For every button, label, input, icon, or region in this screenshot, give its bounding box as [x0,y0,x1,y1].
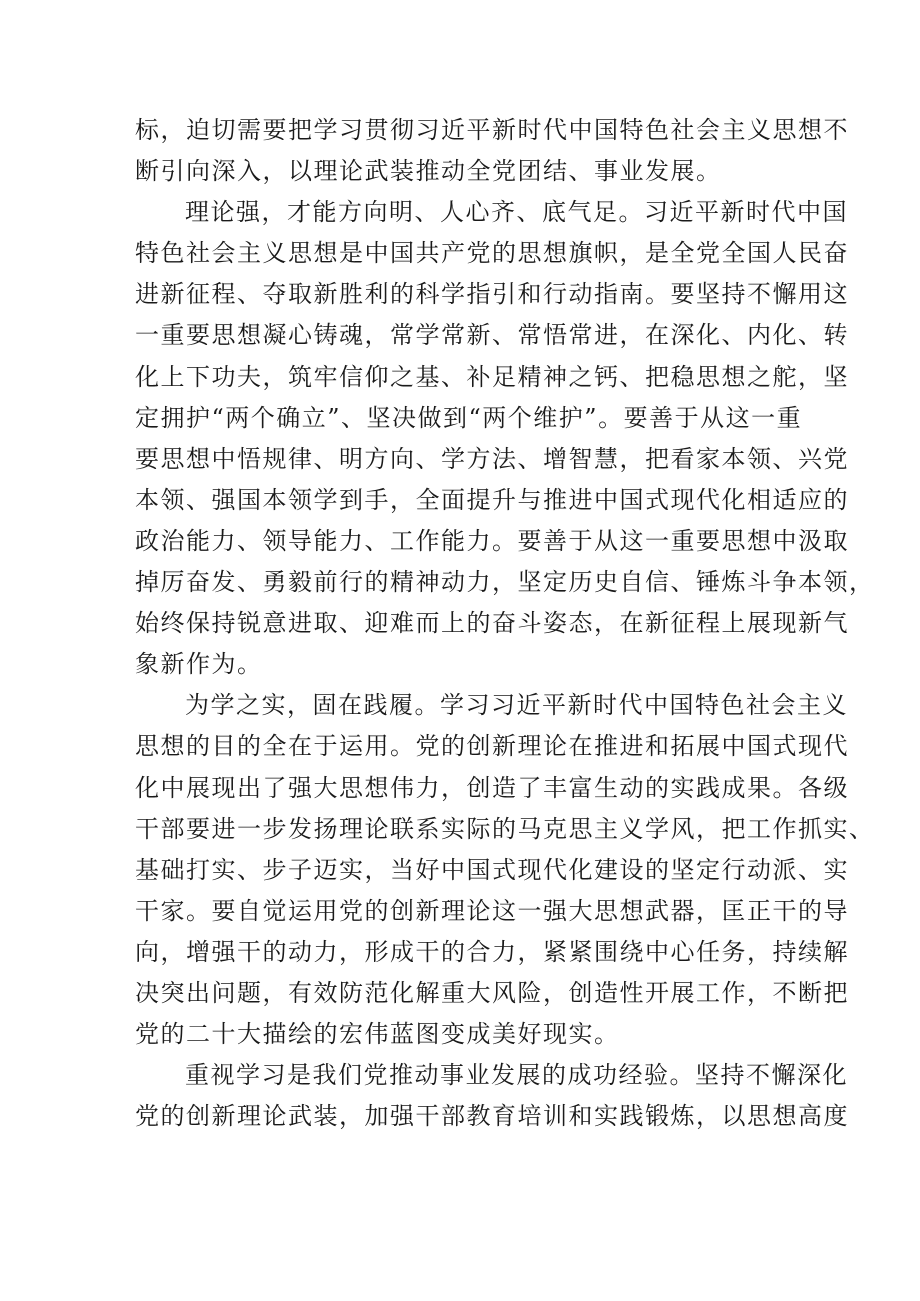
text-line: 决突出问题，有效防范化解重大风险，创造性开展工作，不断把 [135,978,849,1007]
paragraph-practice [135,685,875,1055]
text-line: 掉厉奋发、勇毅前行的精神动力，坚定历史自信、锤炼斗争本领， [135,568,875,597]
text-line: 党的二十大描绘的宏伟蓝图变成美好现实。 [135,1020,620,1049]
text-line: 政治能力、领导能力、工作能力。要善于从这一重要思想中汲取 [135,526,849,555]
text-line: 思想的目的全在于运用。党的创新理论在推进和拓展中国式现代 [135,732,849,761]
document-body [135,110,875,1137]
paragraph-study-experience [135,1055,849,1137]
text-line: 定拥护“两个确立”、坚决做到“两个维护”。要善于从这一重 [135,403,803,432]
text-line: 理论强，才能方向明、人心齐、底气足。习近平新时代中国 [185,198,848,227]
paragraph-continuation [135,110,849,192]
text-line: 干家。要自觉运用党的创新理论这一强大思想武器，匡正干的导 [135,896,849,925]
text-line: 一重要思想凝心铸魂，常学常新、常悟常进，在深化、内化、转 [135,321,849,350]
text-line: 向，增强干的动力，形成干的合力，紧紧围绕中心任务，持续解 [135,937,849,966]
text-line: 象新作为。 [135,650,263,679]
text-line: 本领、强国本领学到手，全面提升与推进中国式现代化相适应的 [135,485,849,514]
text-line: 干部要进一步发扬理论联系实际的马克思主义学风，把工作抓实、 [135,814,875,843]
text-line: 标，迫切需要把学习贯彻习近平新时代中国特色社会主义思想不 [135,116,849,144]
paragraph-theory-strength [135,192,875,685]
text-line: 为学之实，固在践履。学习习近平新时代中国特色社会主义 [185,691,848,720]
text-line: 化中展现出了强大思想伟力，创造了丰富生动的实践成果。各级 [135,773,849,802]
text-line: 基础打实、步子迈实，当好中国式现代化建设的坚定行动派、实 [135,855,849,884]
text-line: 断引向深入，以理论武装推动全党团结、事业发展。 [135,157,722,186]
text-line: 特色社会主义思想是中国共产党的思想旗帜，是全党全国人民奋 [135,239,849,268]
text-line: 化上下功夫，筑牢信仰之基、补足精神之钙、把稳思想之舵，坚 [135,362,849,391]
text-line: 党的创新理论武装，加强干部教育培训和实践锻炼，以思想高度 [135,1102,849,1131]
text-line: 始终保持锐意进取、迎难而上的奋斗姿态，在新征程上展现新气 [135,609,849,638]
text-line: 重视学习是我们党推动事业发展的成功经验。坚持不懈深化 [185,1061,848,1090]
text-line: 进新征程、夺取新胜利的科学指引和行动指南。要坚持不懈用这 [135,280,849,309]
text-line: 要思想中悟规律、明方向、学方法、增智慧，把看家本领、兴党 [135,444,849,473]
